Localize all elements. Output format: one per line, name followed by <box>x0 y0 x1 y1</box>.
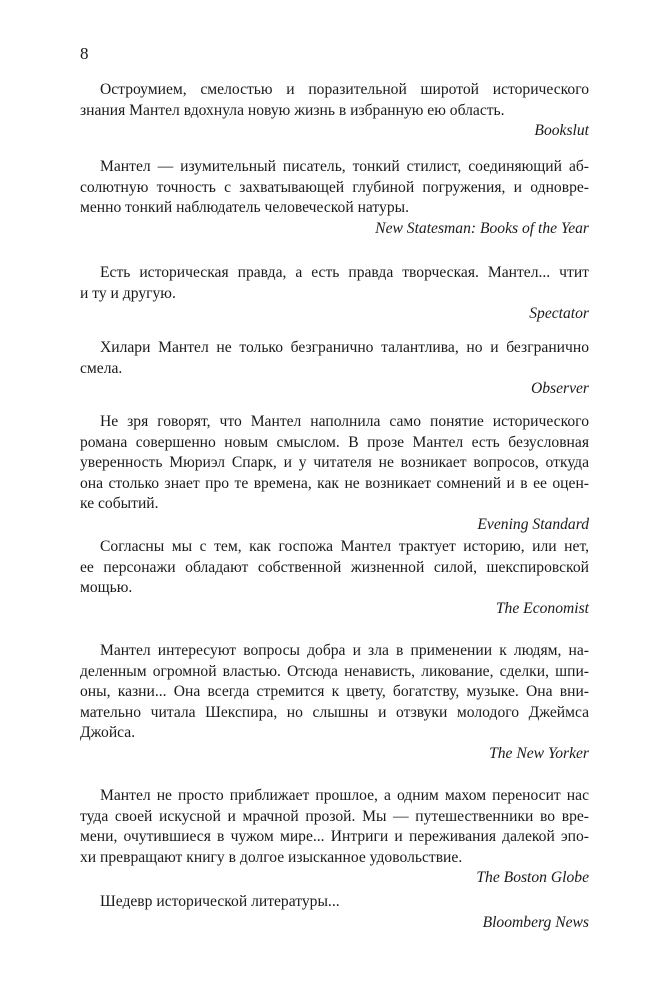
review-line: Шедевр исторической литературы... <box>100 893 340 910</box>
review-line: смела. <box>80 359 123 377</box>
review-text <box>80 157 589 219</box>
review-block <box>80 80 589 142</box>
review-line: менно тонкий наблюдатель человеческой натуры. <box>80 199 410 217</box>
review-line: знания Мантел вдохнула новую жизнь в избранную ею область. <box>80 101 505 119</box>
review-line: ее персонажи обладают собственной жизненной силой, шекспировской <box>80 558 589 576</box>
review-text <box>80 263 589 304</box>
review-line: Мантел не просто приближает прошлое, а одним махом переносит нас <box>100 787 589 804</box>
review-block <box>80 263 589 325</box>
review-block <box>80 537 589 619</box>
review-line: солютную точность с захватывающей глубиной погружения, и одновре- <box>80 178 589 196</box>
review-source: The Economist <box>495 599 589 617</box>
review-block <box>80 892 589 933</box>
review-text <box>80 537 589 599</box>
review-source: Bloomberg News <box>482 913 589 931</box>
review-line: Есть историческая правда, а есть правда творческая. Мантел... чтит <box>100 264 589 281</box>
review-block <box>80 786 589 889</box>
page-number: 8 <box>80 44 89 63</box>
review-line: Мантел — изумительный писатель, тонкий стилист, соединяющий аб- <box>100 158 589 175</box>
review-block <box>80 412 589 536</box>
review-source: Evening Standard <box>477 515 589 533</box>
review-text <box>80 892 589 913</box>
review-line: Мантел интересуют вопросы добра и зла в применении к людям, на- <box>100 642 589 659</box>
review-line: уверенность Мюриэл Спарк, и у читателя не возникает вопросов, откуда <box>80 454 589 472</box>
review-text <box>80 80 589 121</box>
review-source: The New Yorker <box>489 744 589 762</box>
review-block <box>80 338 589 400</box>
review-line: оны, казни... Она всегда стремится к цвету, богатству, музыке. Она вни- <box>80 683 589 701</box>
review-line: Джойса. <box>80 724 136 742</box>
review-source: Spectator <box>529 305 589 323</box>
review-text <box>80 338 589 379</box>
review-source: The Boston Globe <box>476 869 589 887</box>
review-line: Остроумием, смелостью и поразительной широтой исторического <box>100 81 589 98</box>
review-line: Не зря говорят, что Мантел наполнила само понятие исторического <box>100 413 589 430</box>
review-line: мательно читала Шекспира, но слышны и отзвуки молодого Джеймса <box>80 703 589 721</box>
review-line: она столько знает про те времена, как не возникает сомнений и в ее оцен- <box>80 474 589 492</box>
review-line: и ту и другую. <box>80 284 176 302</box>
review-source: Observer <box>530 380 589 398</box>
review-line: романа совершенно новым смыслом. В прозе Мантел есть безусловная <box>80 433 589 451</box>
review-line: деленным огромной властью. Отсюда ненависть, ликование, сделки, шпи- <box>80 662 589 680</box>
review-line: мени, очутившиеся в чужом мире... Интриги и переживания далекой эпо- <box>80 828 589 846</box>
review-line: Хилари Мантел не только безгранично талантлива, но и безгранично <box>100 339 589 356</box>
review-block <box>80 641 589 765</box>
review-line: Согласны мы с тем, как госпожа Мантел трактует историю, или нет, <box>100 538 589 555</box>
review-block <box>80 157 589 239</box>
review-line: хи превращают книгу в долгое изысканное удовольствие. <box>80 848 463 866</box>
review-text <box>80 412 589 515</box>
review-source: Bookslut <box>534 122 589 140</box>
review-line: мощью. <box>80 579 133 597</box>
review-text <box>80 641 589 744</box>
review-line: туда своей искусной и мрачной прозой. Мы — путешественники во вре- <box>80 807 589 825</box>
review-text <box>80 786 589 868</box>
review-source: New Statesman: Books of the Year <box>375 219 589 237</box>
review-line: ке событий. <box>80 495 159 513</box>
